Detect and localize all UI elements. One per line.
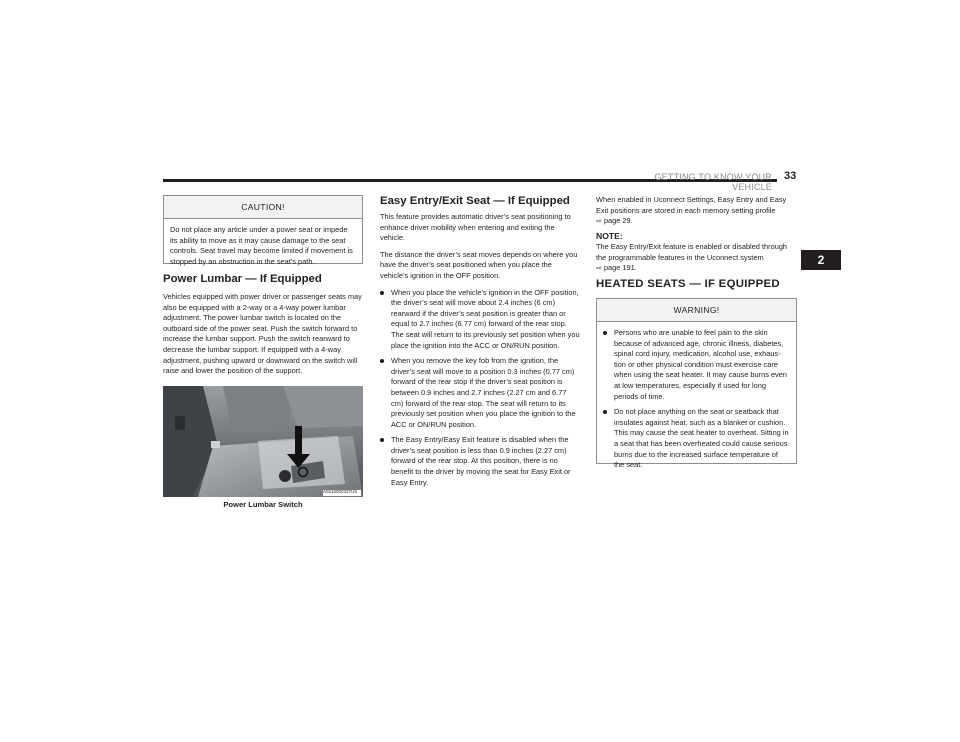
photo-caption: Power Lumbar Switch <box>223 500 303 509</box>
warning-bullet-list <box>603 328 790 471</box>
uconnect-paragraph: When enabled in Uconnect Settings, Easy Entry and Easy Exit positions are stored in each memory setting profile ⇨ page 29. <box>596 195 787 226</box>
reference-arrow-icon: ⇨ <box>596 218 602 226</box>
easy-entry-paragraph: The distance the driver’s seat moves depends on where you have the driver’s seat positioned when you place the vehicle’s ignition in the OFF position. <box>380 249 578 280</box>
easy-entry-bullet-list <box>380 288 580 489</box>
heated-seats-heading: HEATED SEATS — IF EQUIPPED <box>596 278 780 290</box>
bullet-icon <box>603 331 607 335</box>
running-header-title: GETTING TO KNOW YOUR VEHICLE <box>654 172 772 192</box>
list-item: The Easy Entry/Easy Exit feature is disabled when the driver’s seat position is less than 0.9 inches (2.27 cm) forward of the rear stop. At this position, there is no benefit to the driver by moving the seat for Easy Exit or Easy Entry. <box>380 435 580 488</box>
image-code: A0216000337US <box>323 489 358 494</box>
bullet-icon <box>380 359 384 363</box>
note-label: NOTE: <box>596 231 623 241</box>
list-item: Persons who are unable to feel pain to the skin because of advanced age, chronic illness, diabetes, spinal cord injury, medication, alcohol use, exhaus- tion or other physical condition must exercise care when using the seat heater. It may cause burns even at low temperatures, especially if used for long periods of time. <box>603 328 790 402</box>
list-item: When you remove the key fob from the ignition, the driver’s seat will move to a position 0.3 inches (0.77 cm) forward of the rear stop if the driver’s seat position is between 0.9 inches and 2.7 inches (2.27 cm and 6.77 cm) forward of the rear stop. The seat will return to its previously set position when you place the ignition to the ACC or ON/RUN position. <box>380 356 580 430</box>
seat-photo-illustration <box>163 386 363 497</box>
warning-box <box>596 298 797 470</box>
easy-entry-paragraph: This feature provides automatic driver’s seat positioning to enhance driver mobility when entering and exiting the vehicle. <box>380 212 571 243</box>
list-item: Do not place anything on the seat or seatback that insulates against heat, such as a blanket or cushion. This may cause the seat heater to overheat. Sitting in a seat that has been overheated could cause serious burns due to the increased surface temperature of the seat. <box>603 407 790 471</box>
page-number: 33 <box>784 170 797 182</box>
reference-arrow-icon: ⇨ <box>596 265 602 273</box>
caution-text: Do not place any article under a power seat or impede its ability to move as it may cause damage to the seat controls. Seat travel may become limited if movement is stopped by an obstruction in the seat’s path. <box>170 225 353 266</box>
caution-box <box>163 195 363 264</box>
page-reference-link[interactable]: page 191. <box>603 263 637 273</box>
power-lumbar-heading: Power Lumbar — If Equipped <box>163 273 322 285</box>
list-item: When you place the vehicle’s ignition in the OFF position, the driver’s seat will move about 2.4 inches (6 cm) rearward if the driver’s seat position is greater than or equal to 2.7 inches (6.77 cm) forward of the rear stop. The seat will return to its previously set position when you place the ignition into the ACC or ON/RUN position. <box>380 288 580 352</box>
note-text: The Easy Entry/Exit feature is enabled or disabled through the programmable features in the Uconnect system ⇨ page 191. <box>596 242 788 273</box>
warning-title: WARNING! <box>597 299 796 322</box>
bullet-icon <box>380 291 384 295</box>
power-lumbar-switch-photo <box>163 386 363 497</box>
bullet-icon <box>380 438 384 442</box>
easy-entry-body <box>380 212 580 493</box>
power-lumbar-body: Vehicles equipped with power driver or passenger seats may also be equipped with a 2-way or a 4-way power lumbar adjustment. The power lumbar switch is located on the outboard side of the power seat. Push the switch forward to increase the lumbar support. Push the switch rearward to decrease the lumbar support. If equipped with a 4-way adjustment, pushing upward or downward on the switch will raise and lower the position of the support. <box>163 292 362 376</box>
bullet-icon <box>603 410 607 414</box>
easy-entry-heading: Easy Entry/Exit Seat — If Equipped <box>380 195 570 207</box>
caution-title: CAUTION! <box>164 196 362 219</box>
page-reference-link[interactable]: page 29. <box>603 216 633 226</box>
chapter-tab[interactable]: 2 <box>801 250 841 270</box>
